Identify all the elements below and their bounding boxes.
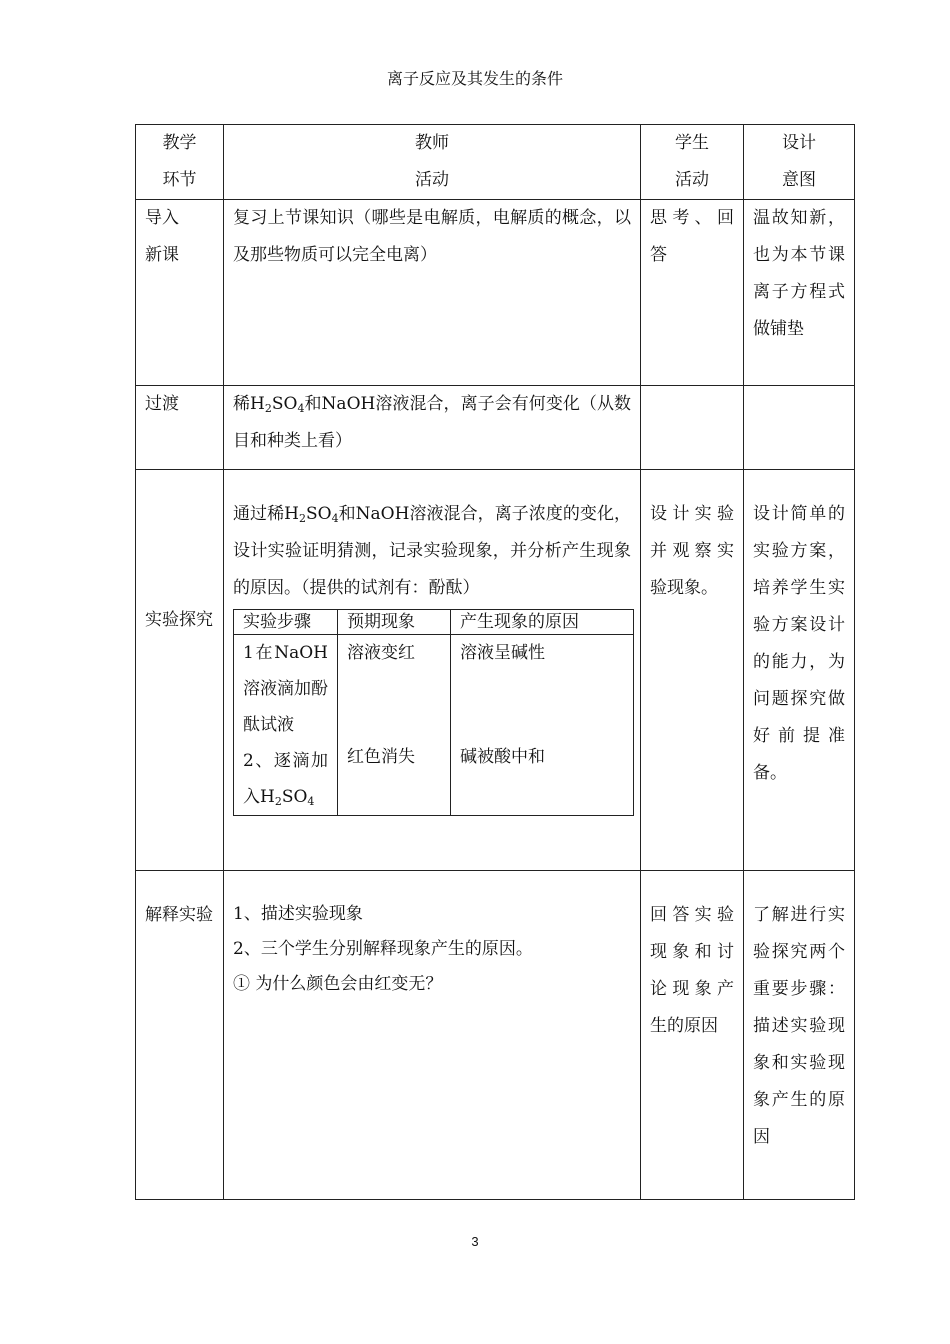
- explain-teacher: 1、描述实验现象 2、三个学生分别解释现象产生的原因。 ① 为什么颜色会由红变无？: [224, 871, 641, 1200]
- inner-header-expected: 预期现象: [338, 610, 451, 635]
- row-experiment: [136, 470, 855, 871]
- explain-stage: 解释实验: [136, 871, 224, 1200]
- inner-header-steps: 实验步骤: [234, 610, 338, 635]
- experiment-stage: 实验探究: [136, 470, 224, 871]
- transition-design: [744, 386, 855, 470]
- transition-teacher: 稀$H_2SO_4$和NaOH溶液混合，离子会有何变化（从数目和种类上看）: [224, 386, 641, 470]
- experiment-teacher: [224, 470, 641, 871]
- explain-student: 回答实验现象和讨论现象产生的原因: [641, 871, 744, 1200]
- inner-steps: 1在NaOH溶液滴加酚酞试液 2、逐滴加入$H_2SO_4$: [234, 635, 338, 816]
- transition-stage: 过渡: [136, 386, 224, 470]
- page-title: 离子反应及其发生的条件: [386, 69, 563, 88]
- intro-student: 思考、回答: [641, 200, 744, 386]
- intro-teacher: 复习上节课知识（哪些是电解质，电解质的概念，以及那些物质可以完全电离）: [224, 200, 641, 386]
- transition-student: [641, 386, 744, 470]
- intro-stage: 导入 新课: [136, 200, 224, 386]
- row-explain: [136, 871, 855, 1200]
- explain-design: 了解进行实验探究两个重要步骤：描述实验现象和实验现象产生的原因: [744, 871, 855, 1200]
- intro-design: 温故知新，也为本节课离子方程式做铺垫: [744, 200, 855, 386]
- experiment-teacher-text: 通过稀$H_2SO_4$和NaOH溶液混合，离子浓度的变化，设计实验证明猜测，记录实验现象，并分析产生现象的原因。（提供的试剂有：酚酞）: [233, 504, 631, 598]
- lesson-plan-table: [135, 124, 855, 1200]
- experiment-inner-table: [233, 609, 634, 816]
- header-student: 学生 活动: [641, 125, 744, 200]
- header-stage: 教学 环节: [136, 125, 224, 200]
- experiment-design: 设计简单的实验方案，培养学生实验方案设计的能力，为问题探究做好前提准备。: [744, 470, 855, 871]
- experiment-student: 设计实验并观察实验现象。: [641, 470, 744, 871]
- header-teacher: 教师 活动: [224, 125, 641, 200]
- header-row: [136, 125, 855, 200]
- inner-header-row: [234, 610, 634, 635]
- inner-body-row: [234, 635, 634, 816]
- page-number: 3: [471, 1234, 479, 1249]
- header-design: 设计 意图: [744, 125, 855, 200]
- row-intro: [136, 200, 855, 386]
- row-transition: [136, 386, 855, 470]
- inner-reasons: 溶液呈碱性 碱被酸中和: [451, 635, 634, 816]
- inner-phenomena: 溶液变红 红色消失: [338, 635, 451, 816]
- inner-header-reason: 产生现象的原因: [451, 610, 634, 635]
